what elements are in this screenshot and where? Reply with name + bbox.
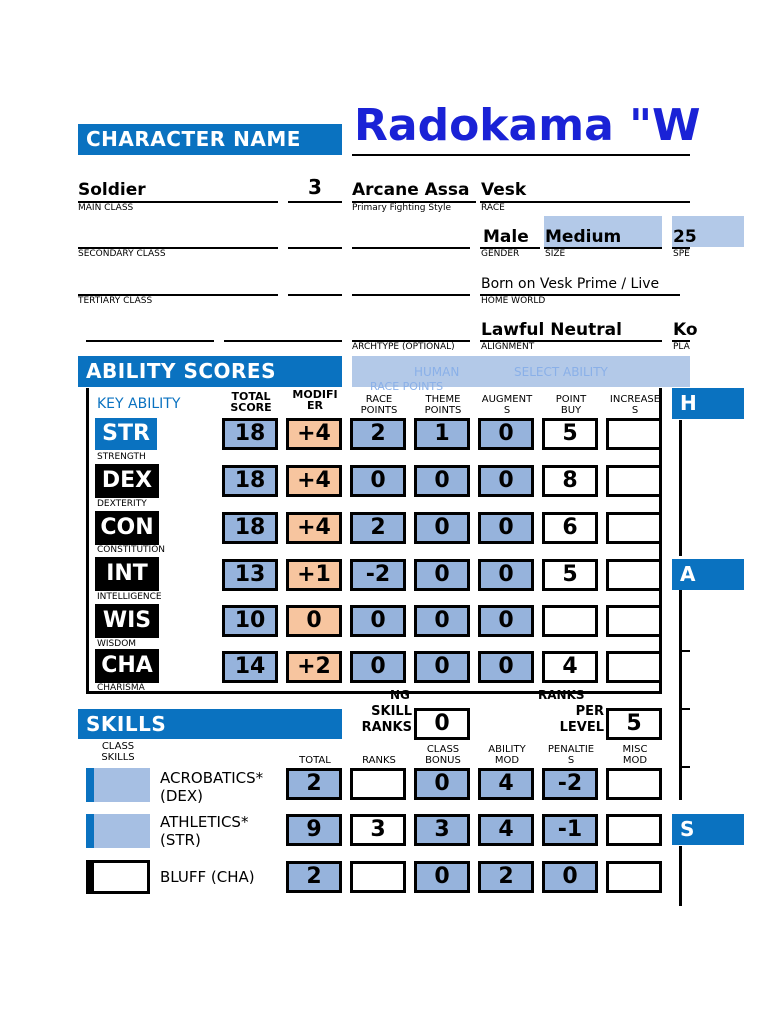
- level-value[interactable]: 3: [308, 175, 322, 199]
- skill-name: [160, 868, 255, 886]
- class-skill-toggle[interactable]: [86, 814, 150, 848]
- right-section-s-header: S: [672, 814, 744, 845]
- col-ability-mod: [477, 744, 537, 766]
- col-ability-mod-line1: ABILITY: [488, 744, 526, 755]
- total-score-cell: 18: [222, 512, 278, 544]
- race-points-cell[interactable]: 2: [350, 418, 406, 450]
- penalty-cell: 0: [542, 861, 598, 893]
- augments-cell[interactable]: 0: [478, 418, 534, 450]
- race-value[interactable]: Vesk: [481, 180, 527, 200]
- ranks-per-level-label-line2: LEVEL: [559, 720, 604, 735]
- col-theme-points: [413, 394, 473, 416]
- race-underline: [480, 201, 690, 203]
- ability-badge: STR: [95, 418, 157, 450]
- col-modifier-line2: ER: [307, 399, 323, 412]
- ranks-per-level-label-line1: PER: [575, 704, 604, 719]
- class-skill-toggle[interactable]: [86, 860, 150, 894]
- col-point-buy-line2: BUY: [560, 405, 582, 416]
- alignment-label: ALIGNMENT: [481, 342, 535, 352]
- ability-scores-header: ABILITY SCORES: [78, 356, 342, 387]
- fighting-style-label: Primary Fighting Style: [352, 203, 451, 213]
- col-point-buy-line1: POINT: [555, 394, 587, 405]
- ranks-per-level-value[interactable]: 5: [606, 708, 662, 740]
- total-score-cell: 10: [222, 605, 278, 637]
- ability-name: STRENGTH: [97, 452, 146, 462]
- ability-badge: WIS: [95, 604, 159, 638]
- ability-badge: DEX: [95, 464, 159, 498]
- skill-total-cell: 2: [286, 861, 342, 893]
- skill-name-line1: BLUFF (CHA): [160, 868, 255, 886]
- point-buy-cell[interactable]: 5: [542, 418, 598, 450]
- skills-header: SKILLS: [78, 709, 342, 739]
- level-underline: [288, 201, 342, 203]
- col-class-bonus: [413, 744, 473, 766]
- col-misc-mod-line2: MOD: [622, 755, 648, 766]
- ability-name: CHARISMA: [97, 683, 145, 693]
- ability-badge: CON: [95, 511, 159, 545]
- col-increases-line1: INCREASE: [609, 394, 661, 405]
- character-name-value[interactable]: Radokama "W: [354, 100, 701, 151]
- increases-cell[interactable]: [606, 512, 662, 544]
- col-augments-line2: S: [503, 405, 511, 416]
- col-modifier-line1: MODIFI: [292, 388, 338, 401]
- penalty-cell: -1: [542, 814, 598, 846]
- alignment-value[interactable]: Lawful Neutral: [481, 320, 622, 340]
- ability-mod-cell: 2: [478, 861, 534, 893]
- col-increases: [605, 394, 665, 416]
- right-tick-3: [680, 766, 690, 768]
- col-total-score-line2: SCORE: [230, 401, 272, 414]
- col-skill-ranks: RANKS: [362, 755, 396, 766]
- ability-mod-cell: 4: [478, 768, 534, 800]
- skill-ranks-value[interactable]: 0: [414, 708, 470, 740]
- class-bonus-cell: 0: [414, 768, 470, 800]
- skill-ranks-cell[interactable]: [350, 861, 406, 893]
- main-class-label: MAIN CLASS: [78, 203, 134, 213]
- size-value: Medium: [545, 227, 622, 247]
- total-score-cell: 14: [222, 651, 278, 683]
- right-section-a-header: A: [672, 559, 744, 590]
- planet-value[interactable]: Ko: [673, 320, 698, 340]
- character-name-header: CHARACTER NAME: [78, 124, 342, 155]
- secondary-style-underline: [352, 247, 470, 249]
- misc-mod-cell[interactable]: [606, 768, 662, 800]
- race-points-cell[interactable]: 0: [350, 465, 406, 497]
- point-buy-cell[interactable]: 8: [542, 465, 598, 497]
- misc-mod-cell[interactable]: [606, 861, 662, 893]
- archtype-underline-b: [224, 340, 342, 342]
- modifier-cell: 0: [286, 605, 342, 637]
- increases-cell[interactable]: [606, 465, 662, 497]
- gender-label: GENDER: [481, 249, 520, 259]
- misc-mod-cell[interactable]: [606, 814, 662, 846]
- col-race-points: [349, 394, 409, 416]
- augments-cell[interactable]: 0: [478, 559, 534, 591]
- col-class-skills: [88, 741, 148, 763]
- skill-name-line2: (DEX): [160, 787, 204, 805]
- col-skill-total: TOTAL: [299, 755, 331, 766]
- race-points-bar-label: RACE POINTS: [370, 380, 444, 393]
- col-augments-line1: AUGMENT: [481, 394, 533, 405]
- race-points-cell[interactable]: -2: [350, 559, 406, 591]
- skill-name-line1: ACROBATICS*: [160, 769, 264, 787]
- theme-points-cell[interactable]: 0: [414, 651, 470, 683]
- right-border-3: [679, 846, 682, 906]
- increases-cell[interactable]: [606, 559, 662, 591]
- right-border-1: [679, 420, 682, 556]
- ranks-per-level-label: [544, 704, 604, 736]
- secondary-class-label: SECONDARY CLASS: [78, 249, 166, 259]
- ability-name: CONSTITUTION: [97, 545, 166, 555]
- theme-points-cell[interactable]: 0: [414, 465, 470, 497]
- col-penalties-line1: PENALTIE: [547, 744, 595, 755]
- point-buy-cell[interactable]: [542, 605, 598, 637]
- ranks-per-level-top-label: RANKS: [538, 688, 585, 702]
- right-section-h-header: H: [672, 388, 744, 419]
- character-name-underline: [352, 154, 690, 156]
- col-race-points-line2: POINTS: [360, 405, 398, 416]
- race-points-cell[interactable]: 0: [350, 605, 406, 637]
- point-buy-cell[interactable]: 5: [542, 559, 598, 591]
- col-theme-points-line2: POINTS: [424, 405, 462, 416]
- col-misc-mod: [605, 744, 665, 766]
- race-label: RACE: [481, 203, 505, 213]
- class-skill-toggle[interactable]: [86, 768, 150, 802]
- modifier-cell: +1: [286, 559, 342, 591]
- archtype-underline-a: [86, 340, 214, 342]
- ability-name: INTELLIGENCE: [97, 592, 162, 602]
- tertiary-level-underline: [288, 294, 342, 296]
- right-border-2: [679, 590, 682, 800]
- tertiary-class-label: TERTIARY CLASS: [78, 296, 153, 306]
- skill-name: [160, 813, 248, 849]
- col-increases-line2: S: [631, 405, 639, 416]
- col-class-bonus-line1: CLASS: [426, 744, 460, 755]
- col-class-skills-line1: CLASS: [101, 741, 135, 752]
- col-race-points-line1: RACE: [365, 394, 393, 405]
- col-modifier: [285, 389, 345, 411]
- home-world-label: HOME WORLD: [481, 296, 546, 306]
- modifier-cell: +4: [286, 465, 342, 497]
- modifier-cell: +4: [286, 512, 342, 544]
- race-points-cell[interactable]: 0: [350, 651, 406, 683]
- size-label: SIZE: [545, 249, 566, 259]
- total-score-cell: 18: [222, 465, 278, 497]
- skill-name-line1: ATHLETICS*: [160, 813, 249, 831]
- col-total-score: [221, 391, 281, 413]
- penalty-cell: -2: [542, 768, 598, 800]
- planet-label: PLA: [673, 342, 690, 352]
- col-total-score-line1: TOTAL: [231, 390, 271, 403]
- ability-mod-cell: 4: [478, 814, 534, 846]
- fighting-style-value[interactable]: Arcane Assa: [352, 180, 470, 200]
- speed-value: 25: [673, 227, 697, 247]
- col-theme-points-line1: THEME: [425, 394, 461, 405]
- col-class-bonus-line2: BONUS: [425, 755, 461, 766]
- theme-points-cell[interactable]: 0: [414, 559, 470, 591]
- secondary-level-underline: [288, 247, 342, 249]
- increases-cell[interactable]: [606, 651, 662, 683]
- human-label: HUMAN: [414, 365, 460, 379]
- right-tick-2: [680, 708, 690, 710]
- increases-cell[interactable]: [606, 605, 662, 637]
- home-world-value[interactable]: Born on Vesk Prime / Live: [481, 276, 660, 292]
- gender-value[interactable]: Male: [483, 227, 529, 247]
- skill-ranks-label-line2: RANKS: [361, 720, 412, 735]
- point-buy-cell[interactable]: 6: [542, 512, 598, 544]
- col-penalties-line2: S: [567, 755, 575, 766]
- ability-badge: INT: [95, 557, 159, 591]
- col-augments: [477, 394, 537, 416]
- total-score-cell: 18: [222, 418, 278, 450]
- skill-ranks-cell[interactable]: [350, 768, 406, 800]
- skill-ranks-top-label: NG: [390, 688, 410, 702]
- skill-name: [160, 769, 263, 805]
- class-bonus-cell: 3: [414, 814, 470, 846]
- col-penalties: [541, 744, 601, 766]
- class-bonus-cell: 0: [414, 861, 470, 893]
- col-point-buy: [541, 394, 601, 416]
- skill-total-cell: 2: [286, 768, 342, 800]
- key-ability-label: KEY ABILITY: [97, 396, 181, 412]
- skill-ranks-cell[interactable]: 3: [350, 814, 406, 846]
- modifier-cell: +2: [286, 651, 342, 683]
- ability-name: WISDOM: [97, 639, 137, 649]
- modifier-cell: +4: [286, 418, 342, 450]
- skill-ranks-label: [352, 704, 412, 736]
- col-ability-mod-line2: MOD: [494, 755, 520, 766]
- col-misc-mod-line1: MISC: [622, 744, 648, 755]
- right-tick-1: [680, 650, 690, 652]
- augments-cell[interactable]: 0: [478, 512, 534, 544]
- augments-cell[interactable]: 0: [478, 465, 534, 497]
- col-class-skills-line2: SKILLS: [101, 752, 135, 763]
- theme-points-cell[interactable]: 0: [414, 605, 470, 637]
- skill-total-cell: 9: [286, 814, 342, 846]
- race-points-cell[interactable]: 2: [350, 512, 406, 544]
- skill-name-line2: (STR): [160, 831, 201, 849]
- increases-cell[interactable]: [606, 418, 662, 450]
- select-ability-label: SELECT ABILITY: [514, 365, 608, 379]
- theme-points-cell[interactable]: 0: [414, 512, 470, 544]
- main-class-value[interactable]: Soldier: [78, 180, 146, 200]
- ability-name: DEXTERITY: [97, 499, 147, 509]
- speed-label: SPE: [673, 249, 690, 259]
- total-score-cell: 13: [222, 559, 278, 591]
- augments-cell[interactable]: 0: [478, 651, 534, 683]
- archtype-label: ARCHTYPE (OPTIONAL): [352, 342, 455, 352]
- tertiary-style-underline: [352, 294, 470, 296]
- theme-points-cell[interactable]: 1: [414, 418, 470, 450]
- skill-ranks-label-line1: SKILL: [371, 704, 412, 719]
- augments-cell[interactable]: 0: [478, 605, 534, 637]
- ability-badge: CHA: [95, 649, 159, 683]
- point-buy-cell[interactable]: 4: [542, 651, 598, 683]
